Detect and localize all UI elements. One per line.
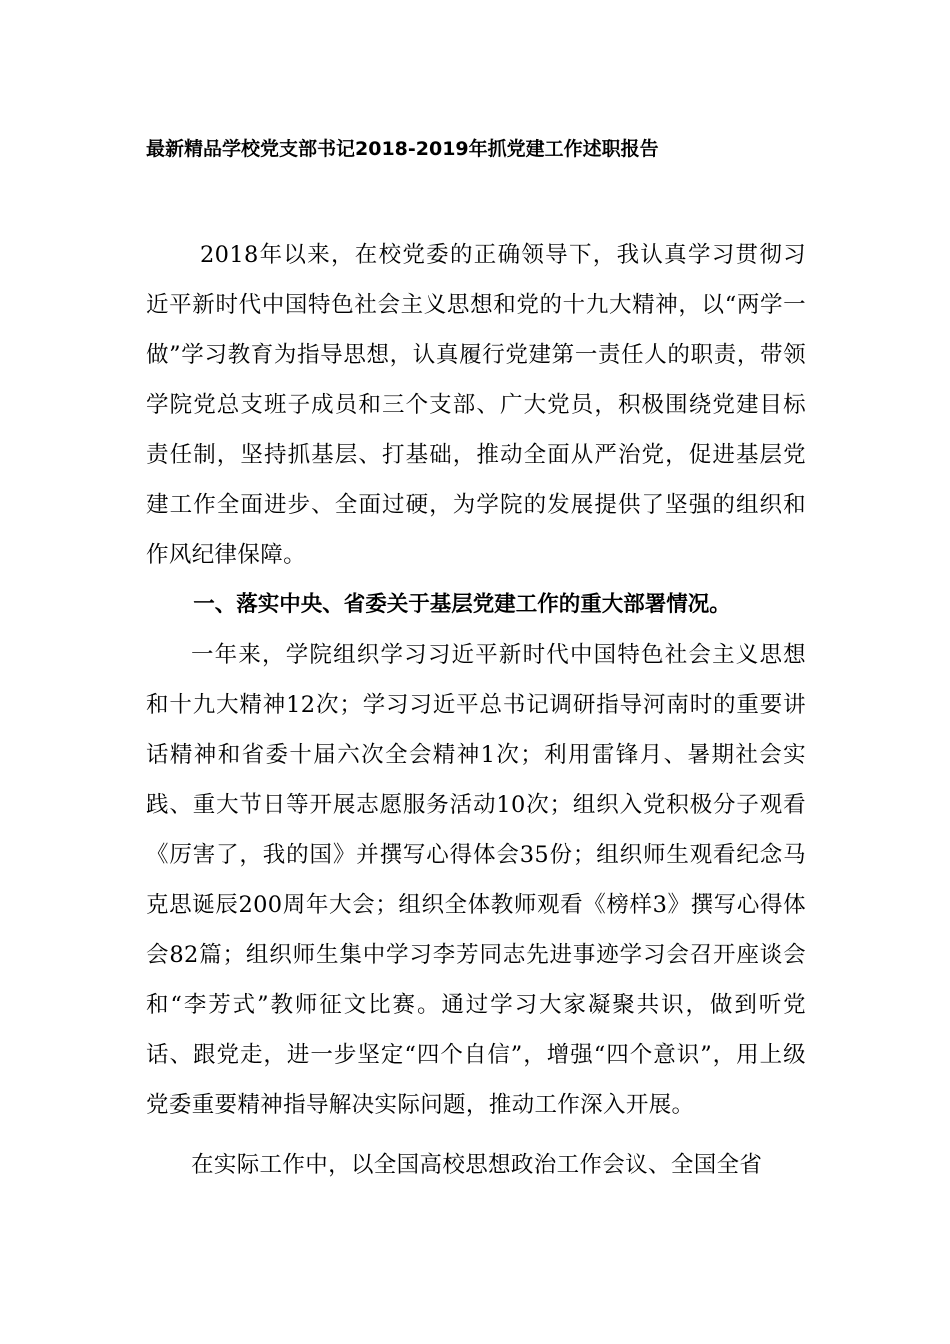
section-paragraph-continued: 在实际工作中，以全国高校思想政治工作会议、全国全省 [191,1152,763,1178]
document-body [146,230,806,1190]
document-title: 最新精品学校党支部书记2018-2019年抓党建工作述职报告 [146,138,659,160]
section-heading: 一、落实中央、省委关于基层党建工作的重大部署情况。 [193,592,731,617]
intro-paragraph: 2018年以来，在校党委的正确领导下，我认真学习贯彻习近平新时代中国特色社会主义思想和党的十九大精神，以“两学一做”学习教育为指导思想，认真履行党建第一责任人的职责，带领学院党总支班子成员和三个支部、广大党员，积极围绕党建目标责任制，坚持抓基层、打基础，推动全面从严治党，促进基层党建工作全面进步、全面过硬，为学院的发展提供了坚强的组织和作风纪律保障。 [146,242,806,568]
section-paragraph: 一年来，学院组织学习习近平新时代中国特色社会主义思想和十九大精神12次；学习习近平总书记调研指导河南时的重要讲话精神和省委十届六次全会精神1次；利用雷锋月、暑期社会实践、重大节日等开展志愿服务活动10次；组织入党积极分子观看《厉害了，我的国》并撰写心得体会35份；组织师生观看纪念马克思诞辰200周年大会；组织全体教师观看《榜样3》撰写心得体会82篇；组织师生集中学习李芳同志先进事迹学习会召开座谈会和“李芳式”教师征文比赛。通过学习大家凝聚共识，做到听党话、跟党走，进一步坚定“四个自信”，增强“四个意识”，用上级党委重要精神指导解决实际问题，推动工作深入开展。 [146,642,806,1118]
